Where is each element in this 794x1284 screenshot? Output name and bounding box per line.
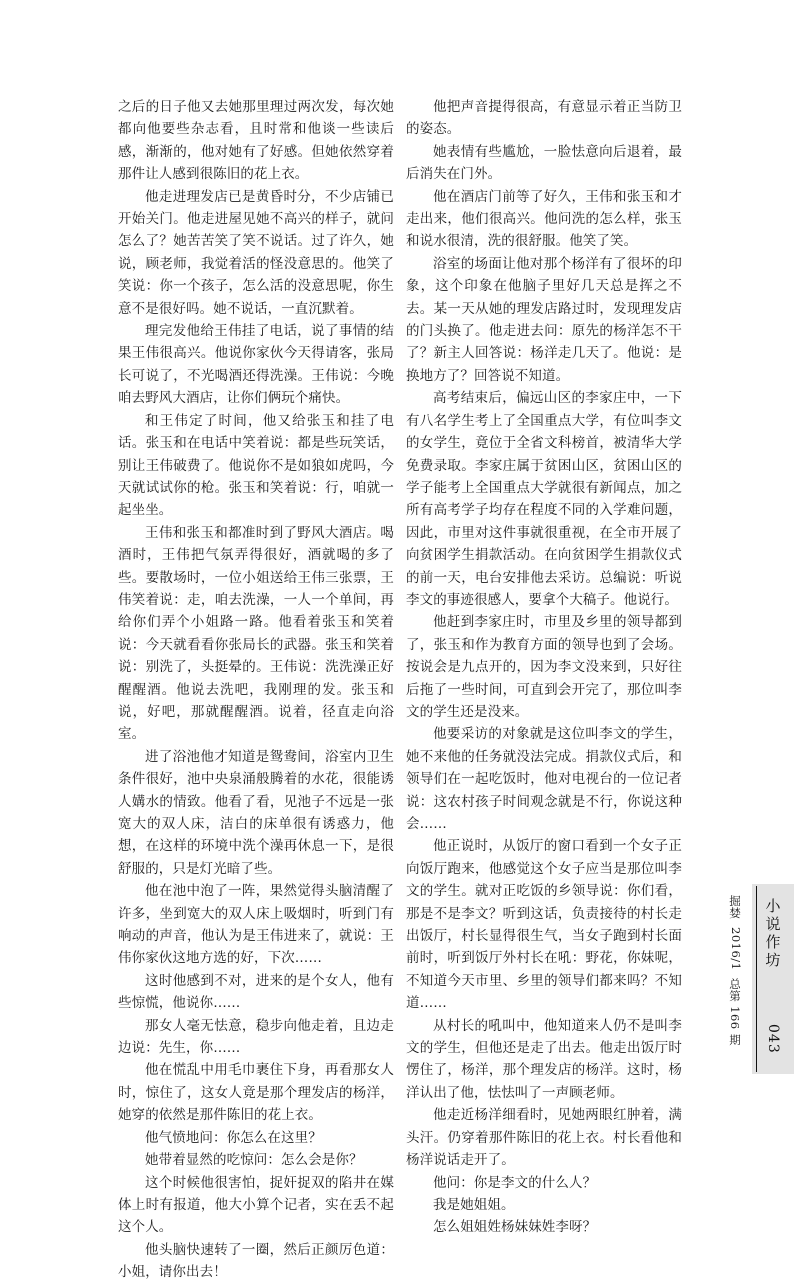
paragraph: 她表情有些尴尬，一脸怯意向后退着，最后消失在门外。	[406, 143, 682, 183]
paragraph: 他问：你是李文的什么人？	[433, 1174, 597, 1191]
paragraph: 从村长的吼叫中，他知道来人仍不是叫李文的学生，但他还是走了出去。他走出饭厅时愣住了，杨洋，那个理发店的杨洋。这时，杨洋认出了他，怯怯叫了一声顾老师。	[406, 1017, 682, 1101]
paragraph: 他正说时，从饭厅的窗口看到一个女子正向饭厅跑来，他感觉这个女子应当是那位叫李文的学生。就对正吃饭的乡领导说：你们看，那是不是李文？听到这话，负责接待的村长走出饭厅，村长显得很生气，当女子跑到村长面前时，听到饭厅外村长在吼：野花，你妹呢，不知道今天市里、乡里的领导们都来吗？不知道……	[406, 838, 682, 1012]
paragraph: 他走近杨洋细看时，见她两眼红肿着，满头汗。仍穿着那件陈旧的花上衣。村长看他和杨洋说话走开了。	[406, 1107, 682, 1169]
paragraph: 理完发他给王伟挂了电话，说了事情的结果王伟很高兴。他说你家伙今天得请客，张局长可说了，不光喝酒还得洗澡。王伟说：今晚咱去野风大酒店，让你们俩玩个痛快。	[118, 323, 394, 407]
page-number: 043	[765, 1024, 781, 1054]
section-title: 小说作坊	[763, 898, 782, 970]
section-tab	[752, 884, 794, 1074]
paragraph: 她带着显然的吃惊问：怎么会是你？	[145, 1152, 363, 1169]
paragraph: 之后的日子他又去她那里理过两次发，每次她都向他要些杂志看，且时常和他谈一些读后感，渐渐的，他对她有了好感。但她依然穿着那件让人感到很陈旧的花上衣。	[118, 99, 394, 183]
paragraph: 他走进理发店已是黄昏时分，不少店铺已开始关门。他走进屋见她不高兴的样子，就问怎么了？她苦苦笑了笑不说话。过了许久，她说，顾老师，我觉着活的怪没意思的。他笑了笑说：你一个孩子，怎么活的没意思呢，你生意不是很好吗。她不说话，一直沉默着。	[118, 188, 394, 317]
issue-date: 2016/1	[729, 927, 743, 971]
paragraph: 高考结束后，偏远山区的李家庄中，一下有八名学生考上了全国重点大学，有位叫李文的女学生，竟位于全省文科榜首，被清华大学免费录取。李家庄属于贫困山区，贫困山区的学子能考上全国重点大学就很有新闻点，加之所有高考学子均存在程度不同的入学难问题，因此，市里对这件事就很重视，在全市开展了向贫困学生捐款活动。在向贫困学生捐款仪式的前一天，电台安排他去采访。总编说：听说李文的事迹很感人，要拿个大稿子。他说行。	[406, 390, 682, 608]
paragraph: 我是她姐姐。	[433, 1196, 515, 1213]
right-text-column	[406, 96, 682, 1239]
total-issue: 总第 166 期	[728, 978, 742, 1047]
left-text-column	[118, 96, 394, 1284]
issue-info	[727, 895, 743, 1046]
paragraph: 这时他感到不对，进来的是个女人，他有些惊慌，他说你……	[118, 972, 394, 1012]
paragraph: 他气愤地问：你怎么在这里？	[145, 1129, 322, 1146]
paragraph: 他在慌乱中用毛巾裹住下身，再看那女人时，惊住了，这女人竟是那个理发店的杨洋，她穿的依然是那件陈旧的花上衣。	[118, 1062, 394, 1124]
paragraph: 浴室的场面让他对那个杨洋有了很坏的印象，这个印象在他脑子里好几天总是挥之不去。某一天从她的理发店路过时，发现理发店的门头换了。他走进去问：原先的杨洋怎不干了？新主人回答说：杨洋走几天了。他说：是换地方了？回答说不知道。	[406, 255, 682, 384]
paragraph: 那女人毫无怯意，稳步向他走着，且边走边说：先生，你……	[118, 1017, 394, 1057]
paragraph: 和王伟定了时间，他又给张玉和挂了电话。张玉和在电话中笑着说：都是些玩笑话，别让王伟破费了。他说你不是如狼如虎吗，今天就试试你的枪。张玉和笑着说：行，咱就一起坐坐。	[118, 412, 394, 519]
paragraph: 怎么姐姐姓杨妹妹姓李呀？	[433, 1219, 597, 1236]
paragraph: 他在池中泡了一阵，果然觉得头脑清醒了许多，坐到宽大的双人床上吸烟时，听到门有响动的声音，他认为是王伟进来了，就说：王伟你家伙这地方选的好，下次……	[118, 883, 394, 967]
publication-name: 掘婪	[728, 895, 742, 919]
paragraph: 王伟和张玉和都准时到了野风大酒店。喝酒时，王伟把气氛弄得很好，酒就喝的多了些。要散场时，一位小姐送给王伟三张票，王伟笑着说：走，咱去洗澡，一人一个单间，再给你们弄个小姐路一路。他看着张玉和笑着说：今天就看看你张局长的武器。张玉和笑着说：别洗了，头挺晕的。王伟说：洗洗澡正好醒醒酒。他说去洗吧，我刚理的发。张玉和说，好吧，那就醒醒酒。说着，径直走向浴室。	[118, 524, 394, 743]
paragraph: 他要采访的对象就是这位叫李文的学生，她不来他的任务就没法完成。捐款仪式后，和领导们在一起吃饭时，他对电视台的一位记者说：这农村孩子时间观念就是不行，你说这种会……	[406, 726, 682, 832]
paragraph: 他在酒店门前等了好久，王伟和张玉和才走出来，他们很高兴。他问洗的怎么样，张玉和说水很清，洗的很舒服。他笑了笑。	[406, 188, 682, 250]
paragraph: 他赶到李家庄时，市里及乡里的领导都到了，张玉和作为教育方面的领导也到了会场。按说会是九点开的，因为李文没来到，只好往后拖了一些时间，可直到会开完了，那位叫李文的学生还是没来。	[406, 614, 682, 720]
paragraph: 他头脑快速转了一圈，然后正颜厉色道：小姐，请你出去！	[118, 1241, 394, 1281]
paragraph: 这个时候他很害怕，捉奸捉双的陷井在媒体上时有报道，他大小算个记者，实在丢不起这个人。	[118, 1174, 394, 1236]
paragraph: 他把声音提得很高，有意显示着正当防卫的姿态。	[406, 99, 682, 138]
paragraph: 进了浴池他才知道是鸳鸯间，浴室内卫生条件很好，池中央泉涌般腾着的水花，很能诱人媾水的情致。他看了看，见池子不远是一张宽大的双人床，洁白的床单很有诱惑力，他想，在这样的环境中洗个澡再休息一下，是很舒服的，只是灯光暗了些。	[118, 748, 394, 877]
